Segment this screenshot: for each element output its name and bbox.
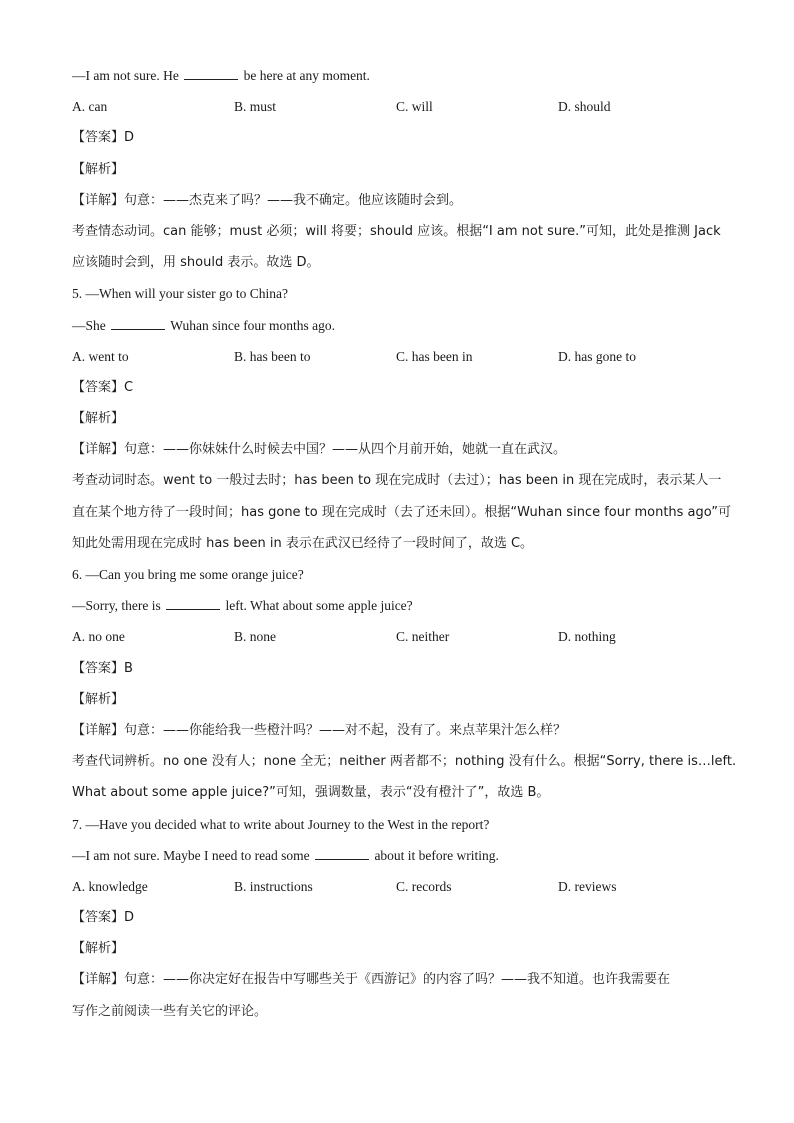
explanation-line: 直在某个地方待了一段时间；has gone to 现在完成时（去了还未回）。根据“Wuhan since four months ago”可: [72, 504, 732, 520]
answer-blank: [111, 317, 165, 330]
option-c: C. will: [396, 99, 433, 115]
detail-line: 【详解】句意：——你能给我一些橙汁吗？——对不起，没有了。来点苹果汁怎么样？: [72, 722, 567, 738]
reply-text-after: Wuhan since four months ago.: [167, 317, 336, 333]
options-row: [72, 341, 722, 372]
reply-text-after: about it before writing.: [371, 847, 499, 863]
answer-line: 【答案】D: [72, 130, 135, 146]
reply-text-before: —Sorry, there is: [72, 598, 165, 614]
option-a: A. knowledge: [72, 878, 148, 894]
answer-line: 【答案】B: [72, 660, 133, 676]
reply-text-before: —She: [72, 317, 110, 333]
option-b: B. must: [234, 99, 277, 115]
explanation-line: 考查代词辨析。no one 没有人；none 全无；neither 两者都不；nothing 没有什么。根据“Sorry, there is…left.: [72, 754, 737, 770]
option-c: C. neither: [396, 629, 450, 645]
question-block: [72, 559, 737, 809]
option-c: C. has been in: [396, 348, 473, 364]
analysis-label: 【解析】: [72, 161, 125, 177]
reply-text-before: —I am not sure. Maybe I need to read some: [72, 847, 314, 863]
answer-blank: [166, 597, 220, 610]
question-block: [72, 60, 722, 278]
answer-blank: [315, 847, 369, 860]
question-block: [72, 278, 732, 559]
option-d: D. reviews: [558, 878, 617, 894]
explanation-line: What about some apple juice?”可知，强调数量，表示“没有橙汁了”，故选 B。: [72, 785, 550, 801]
question-reply: [72, 310, 722, 341]
detail-line: 【详解】句意：——你妹妹什么时候去中国？——从四个月前开始，她就一直在武汉。: [72, 442, 567, 458]
option-d: D. nothing: [558, 629, 616, 645]
option-d: D. should: [558, 99, 611, 115]
explanation-line: 知此处需用现在完成时 has been in 表示在武汉已经待了一段时间了，故选 C。: [72, 535, 534, 551]
option-b: B. has been to: [234, 348, 311, 364]
option-a: A. no one: [72, 629, 125, 645]
reply-text-before: —I am not sure. He: [72, 68, 183, 83]
question-reply: [72, 60, 722, 91]
explanation-line: 写作之前阅读一些有关它的评论。: [72, 1003, 268, 1019]
question-reply: [72, 840, 722, 871]
options-row: [72, 91, 722, 122]
option-b: B. instructions: [234, 878, 313, 894]
detail-line: 【详解】句意：——你决定好在报告中写哪些关于《西游记》的内容了吗？——我不知道。也许我需要在: [72, 972, 671, 988]
explanation-line: 应该随时会到，用 should 表示。故选 D。: [72, 255, 320, 271]
answer-blank: [184, 67, 238, 80]
option-a: A. can: [72, 99, 108, 115]
answer-line: 【答案】C: [72, 379, 134, 395]
answer-line: 【答案】D: [72, 910, 135, 926]
detail-line: 【详解】句意：——杰克来了吗？——我不确定。他应该随时会到。: [72, 192, 463, 208]
question-stem: 7. —Have you decided what to write about Journey to the West in the report?: [72, 816, 490, 832]
option-a: A. went to: [72, 348, 129, 364]
explanation-line: 考查动词时态。went to 一般过去时；has been to 现在完成时（去过）；has been in 现在完成时，表示某人一: [72, 473, 722, 489]
analysis-label: 【解析】: [72, 691, 125, 707]
options-row: [72, 621, 722, 652]
question-stem: 6. —Can you bring me some orange juice?: [72, 567, 304, 582]
option-d: D. has gone to: [558, 348, 636, 364]
analysis-label: 【解析】: [72, 941, 125, 957]
explanation-line: 考查情态动词。can 能够；must 必须；will 将要；should 应该。根据“I am not sure.”可知，此处是推测 Jack: [72, 223, 721, 239]
option-b: B. none: [234, 629, 276, 645]
question-reply: [72, 590, 722, 621]
question-block: [72, 809, 722, 1027]
page-content: [72, 60, 737, 1027]
reply-text-after: left. What about some apple juice?: [222, 598, 413, 614]
analysis-label: 【解析】: [72, 411, 125, 427]
options-row: [72, 871, 722, 902]
option-c: C. records: [396, 878, 452, 894]
question-stem: 5. —When will your sister go to China?: [72, 286, 288, 302]
reply-text-after: be here at any moment.: [240, 68, 370, 83]
